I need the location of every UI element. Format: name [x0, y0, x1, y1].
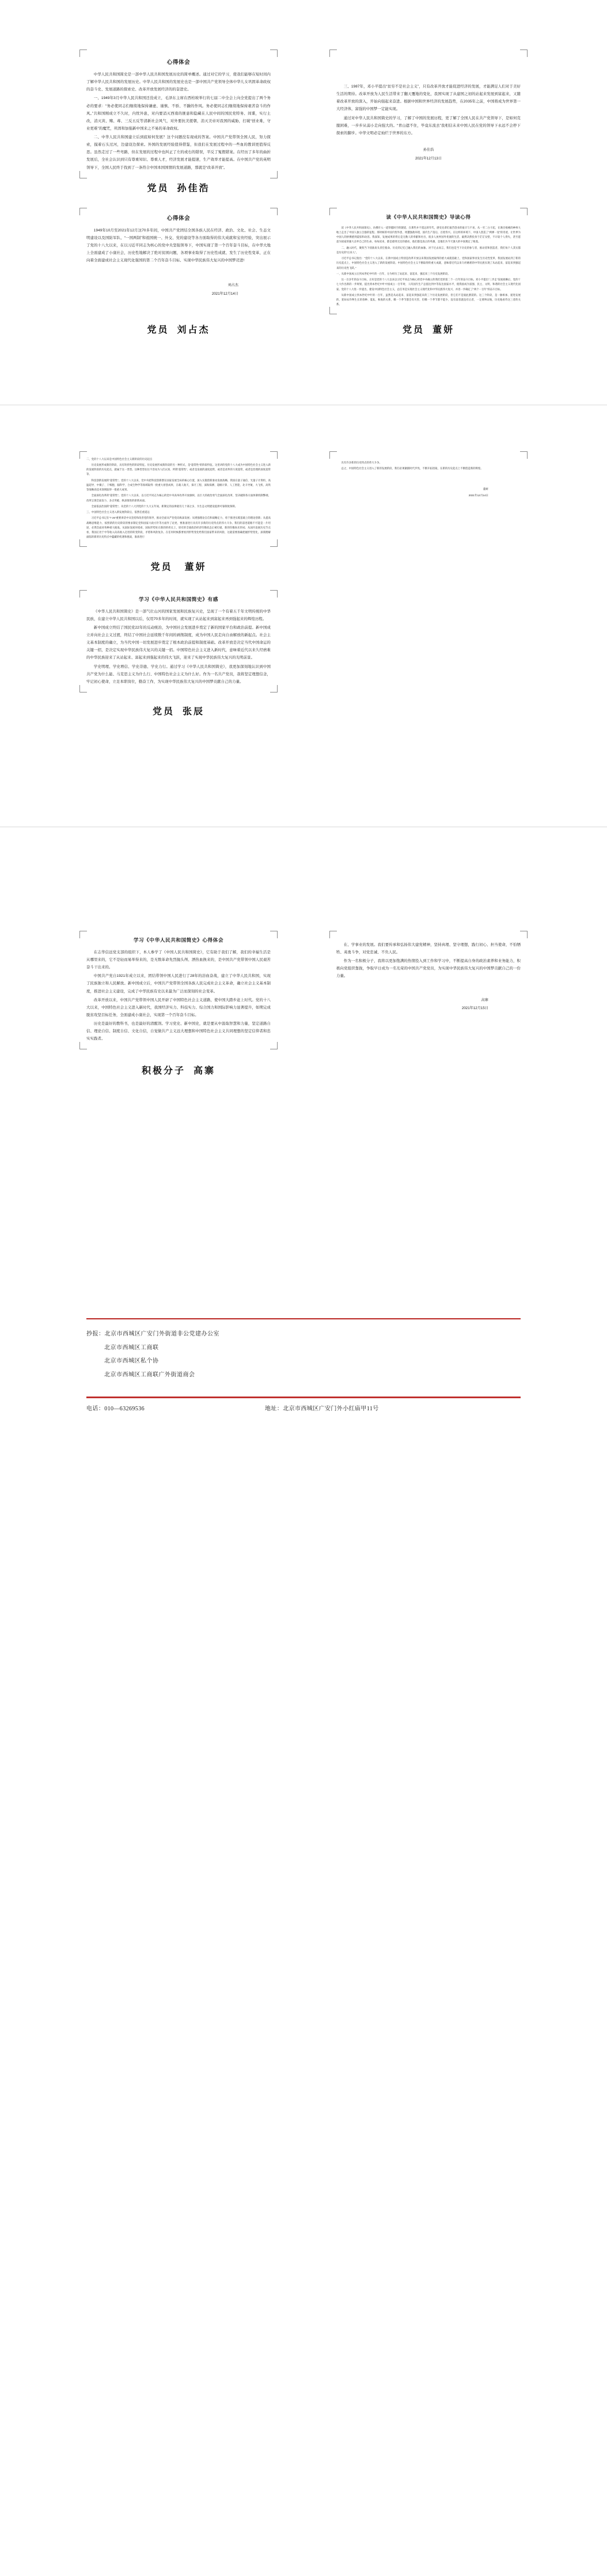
- body-paragraph: 具有许多新的历史特点的伟大斗争。: [341, 461, 382, 464]
- crop-mark-icon: [79, 590, 87, 598]
- page-title: 心得体会: [166, 59, 191, 66]
- crop-mark-icon: [79, 1042, 87, 1049]
- crop-mark-icon: [329, 208, 337, 215]
- body-heading: 三、中国特色社会主义进入新发展阶段后，依然任重道远: [86, 511, 150, 514]
- body-paragraph: 历史是最好的教科书，也是最好的清醒剂。学习党史、新中国史，就是要从中汲取智慧和力量，坚定道路自信、理论自信、制度自信、文化自信，自觉做共产主义远大理想和中国特色社会主义共同理想的坚定信仰者和忠实实践者。: [86, 1022, 271, 1041]
- body-paragraph: 一、1949年3月中华人民共和国还没成立，毛泽东主席在西柏坡举行的七届二中全会上向全党提出了两个务必的要求：“务必使同志们继续地保持谦虚、谨慎、不骄、不躁的作风。务必使同志们继续地保持艰苦奋斗的作风。”共和国刚成立不久时，内忧外患，对内要消灭西南的匪患和隐藏在人民中间的国民党特务、间谍，实行土改，消灭黄、赌、毒、三反五反等清新社会风气，对外要抗美援朝，消灭美帝对我国的威胁，打破“创业难，守业更难”的魔咒，巩固和加强新中国来之不易的革命政权。: [86, 96, 271, 131]
- body-paragraph: 改革开放以来，中国共产党带领中国人民开辟了中国特色社会主义道路，使中国大踏步赶上时代。党的十八大以来，中国特色社会主义进入新时代，我国经济实力、科技实力、综合国力和国际影响力显著提升，如期完成脱贫攻坚目标任务，全面建成小康社会，实现第一个百年奋斗目标。: [86, 998, 271, 1017]
- role-label: 积极分子: [141, 1066, 185, 1076]
- page-gao-zhai-part2: [336, 937, 521, 1044]
- body-paragraph: 科技创新发展的“超常性”。党的十八大以来，党中央把科技创新摆在国家发展全局的核心位置，深入实施创新驱动发展战略，我国在量子通信、光量子计算机、高温超导、中微子、干细胞、脑科学、合成生物学等领域取得一批重大原创成果，在载人航天、探月工程、深海探测、超级计算、人工智能、北斗导航、大飞机、高铁等战略高技术领域取得一批重大成果。: [86, 478, 271, 492]
- body-paragraph: 全面依法治国的“超常性”。从党的十八大到党的十九大五年间，新制定的法律就有几十部之多，为生态文明建设提供可靠制度保障。: [91, 504, 238, 508]
- role-label: 党员: [150, 562, 173, 572]
- page-dong-yan-part2: [86, 457, 271, 541]
- crop-mark-icon: [270, 50, 278, 57]
- cc-line: 北京市西城区工商联: [104, 1344, 159, 1351]
- author-role-zhang-chen: [86, 704, 271, 717]
- page-title: 心得体会: [166, 215, 191, 222]
- crop-mark-icon: [270, 208, 278, 215]
- role-label: 党员: [152, 706, 174, 717]
- role-name: 高寨: [194, 1066, 216, 1076]
- author-role-liu-zhanjie: [86, 322, 271, 336]
- scan-sheet-2: [0, 405, 607, 827]
- crop-mark-icon: [79, 931, 87, 938]
- body-paragraph: 习近平总书记指出：“党的十八大以来，在新中国成立特别是改革开放以来我国发展取得的重大成就基础上，党和国家事业发生历史性变革，我国发展站到了新的历史起点上，中国特色社会主义进入了新的发展阶段。中国特色社会主义不断取得的重大成就，意味着近代以来久经磨难的中华民族实现了从站起来、富起来到强起来的历史性飞跃。”: [336, 257, 521, 269]
- role-name: 张辰: [183, 706, 205, 717]
- telephone-block: [86, 1403, 265, 1412]
- role-cell: [86, 314, 271, 336]
- body-heading: 一、从新中国成立后到本世纪中叶的一百年，分为经历了站起来、富起来、强起来三个历史发展阶段。: [336, 272, 450, 275]
- role-name: 董妍: [184, 562, 207, 572]
- crop-mark-icon: [520, 208, 528, 215]
- signature-block: [336, 486, 521, 499]
- page-dong-yan-part1: [336, 214, 521, 309]
- crop-mark-icon: [329, 50, 337, 57]
- role-row-2-2: [0, 696, 607, 717]
- cc-label: 抄报：: [86, 1331, 105, 1338]
- crop-mark-icon: [79, 539, 87, 547]
- crop-mark-icon: [270, 171, 278, 178]
- page-dong-yan-part3: [336, 457, 521, 541]
- page-spread-1-1: [0, 55, 607, 173]
- role-cell: [86, 173, 271, 194]
- signature-date: 2021年12月14日: [211, 292, 238, 296]
- crop-mark-icon: [79, 50, 87, 57]
- cc-first-line: [86, 1327, 521, 1341]
- body-paragraph: 从新中国成立到本世纪中叶的一百年，虽然是从站起来、富起来到强起来的三个历史发展阶段，但它们不是彼此割裂的。这三个阶段，是一脉相承、递进发展的，犹如农作物生长的春种、夏耘、秋收的关系，哪一个季节都会有灾害，但哪一个季节都不能少，没有前者就没有后者，一定要辩证地、历史地看待这三者的关系。: [336, 293, 521, 306]
- role-name: 刘占杰: [177, 325, 210, 335]
- scan-sheet-3: [0, 827, 607, 1319]
- role-cell: [86, 696, 271, 717]
- author-role-dong-yan: [336, 322, 521, 336]
- crop-mark-icon: [520, 50, 528, 57]
- contact-row: [86, 1403, 521, 1412]
- body-paragraph: 在志华信远党支部的组织下，本人参学了《中国人民共和国简史》，它有助于我们了解，我们的幸福生活是从哪里来的，它不是轻而易举得来的，是无数革命先烈抛头颅、洒热血换来的，是中国共产党带领中国人民艰苦奋斗干出来的。: [86, 950, 271, 970]
- body-paragraph: 三、1987年，邓小平提出“贫穷不是社会主义”，只有改革开放才能促进经济的发展，才能满足人们对于美好生活的期待。改革开放为人民生活带来了翻天覆地的变化，我国实现了从建国之初的站起来发展到富起来，又随着改革开放的深入，开始向强起来奋进。根据中国和世界经济的发展趋势，在2035年之前，中国将成为世界第一大经济体，富强的中国梦一定能实现。: [336, 85, 521, 112]
- address-label: 地址：: [265, 1405, 283, 1412]
- author-role-dong-yan-2: [86, 560, 271, 573]
- author-role-gao-zhai: [86, 1063, 271, 1076]
- footer-top-rule: [86, 1318, 521, 1319]
- crop-mark-icon: [79, 208, 87, 215]
- role-row-3-1: [0, 1055, 607, 1076]
- page-title: 学习《中华人民共和国简史》心得体会: [133, 937, 224, 943]
- signature-date: 2021年12月13日: [415, 156, 442, 161]
- signature-block: [336, 146, 521, 163]
- body-paragraph: 中华人民共和国简史是一部中华人民共和国发展历史的简单概述。通过对它的学习，使我们能够在短时间内了解中华人民共和国的发展历史。中华人民共和国的发展史也是一部中国共产党领导全体中华儿女巩固革命政权的奋斗史、发展道路的探索史、改革开放发展经济的的奋进史。: [86, 73, 271, 92]
- crop-mark-icon: [270, 539, 278, 547]
- crop-mark-icon: [79, 451, 87, 459]
- body-heading: 二、党的十八大以来是中国特色社会主义新阶段的历史起点: [86, 457, 153, 461]
- body-paragraph: 学史明理、学史增信、学史崇德、学史力行。通过学习《中华人民共和国简史》，我更加深刻地认识到中国共产党为什么能、马克思主义为什么行、中国特色社会主义为什么好。作为一名共产党员，我将坚定理想信念，牢记初心使命，立足本职岗位，勤奋工作，为实现中华民族伟大复兴的中国梦贡献自己的力量。: [86, 664, 271, 684]
- role-cell: [86, 551, 271, 573]
- role-name: 孙佳浩: [177, 183, 210, 193]
- crop-mark-icon: [520, 931, 528, 938]
- body-paragraph: 历史发展形成新的阶段，具有转折性的阶段特征。历史发展形成新阶段的另一种形式，是“超常性”的阶段特征。这里讲的党的十八大成为中国特色社会主义进入新的发展阶段的历史起点，就属于这一类型。这种类型往往不容易为人们认知，所谓“超常性”，或者是发展的速度超常，或者是改革的力度超常，或者是治理的深度超常等。: [86, 463, 271, 476]
- signature-name: 孙佳浩: [423, 147, 434, 152]
- crop-mark-icon: [79, 685, 87, 692]
- cc-line: 北京市西城区工商联广外街道商会: [104, 1371, 195, 1378]
- crop-mark-icon: [270, 931, 278, 938]
- role-row-2-1: [0, 551, 607, 573]
- address-block: [265, 1403, 521, 1412]
- body-paragraph: 作为一名积极分子，我将以更加饱满的热情投入到工作和学习中，不断提高自身的政治素养和业务能力，积极向党组织靠拢，争取早日成为一名光荣的中国共产党党员，为实现中华民族伟大复兴的中国梦贡献自己的一份力量。: [336, 959, 521, 979]
- body-paragraph: 全面深化改革的“超常性”。党的十八大以来，以习近平同志为核心的党中央高举改革开放旗帜，以巨大的政治勇气全面深化改革，坚决破除各方面体制机制弊端，改革呈现全面发力、多点突破、纵深推进的崭新局面。: [86, 494, 271, 502]
- body-paragraph: 习近平总书记在“7·26”重要讲话中从坚持和改善党的领导，推动全面从严治党向纵深发展；从增强理论自信和战略定力，勇于推进实践基础上的理论创新；从提高战略思维能力、按照新的历史阶段的要求制定党和国家大政方针等方面作了论述，要准备进行具有许多新的历史特点的伟大斗争。我们的前进道路不可能是一片坦途，必然会面对各种重大挑战。从国际发展环境看，国际形势处在新的转折点上，原有的全球政治经济均衡状态正被打破，新的均衡尚未形成；从国内发展历史节点看，我国正处于中等收入向高收入迈进的转变阶段，矛盾和风险复杂。在任何时候都要看到形势变化给我们国家带来的风险，这就需要准确把握形势变化，深刻理解面临的新的历史特点中蕴藏的机遇和挑战，准备进行: [86, 516, 271, 539]
- signature-date: 2021年12月15日: [461, 1006, 488, 1011]
- page-title: 读《中华人民共和国简史》导读心得: [386, 214, 471, 220]
- body-paragraph: 中国共产党自1921年成立以来，团结带领中国人民进行了28年的浴血奋战，建立了中华人民共和国，实现了民族独立和人民解放。新中国成立后，中国共产党带领全国各族人民完成社会主义革命，确立社会主义基本制度，推进社会主义建设，完成了中华民族有史以来最为广泛而深刻的社会变革。: [86, 974, 271, 994]
- page-sun-jiahao-part2: [336, 55, 521, 173]
- scan-sheet-1: [0, 0, 607, 405]
- telephone-label: 电话：: [86, 1405, 105, 1412]
- page-title: 学习《中华人民共和国简史》有感: [139, 596, 218, 602]
- body-paragraph: 总之，中国特色社会主义进入了新的发展阶段，我们必须紧跟时代步伐，不断开拓进取，在新的历史起点上不断创造新的辉煌。: [341, 466, 483, 470]
- body-paragraph: 1949年10月至2021年12月这70多年间，中国共产党团结全国各族人民在经济、政治、文化、社会、生态文明建设以及国防军队、“一国两制”和祖国统一、外交、党的建设等各方面取得的伟大成就和宝贵经验，突出展示了党的十八大以来，在以习近平同志为核心的党中央坚强领导下，中国实现了第一个百年奋斗目标，在中华大地上全面建成了小康社会，历史性地解决了绝对贫困问题，各项事业取得了历史性成就、发生了历史性变革，正在向着全面建成社会主义现代化强国的第二个百年奋斗目标、实现中华民族伟大复兴的中国梦迈进!: [86, 228, 271, 263]
- role-row-1-2: [0, 314, 607, 336]
- role-cell: [86, 1055, 271, 1076]
- cc-first-value: 北京市西城区广安门外街道非公党建办公室: [104, 1331, 219, 1338]
- bottom-padding: [0, 1435, 607, 1533]
- body-paragraph: 读《中华人民共和国简史》，仿佛步入一道穿越时空的隧道，在那些并不遥远的年代，感受先辈们艰苦创业的艰辛与不易，从一穷二白干起，在满目疮痍的神州大地上走出了中国人独立自强的征程。那时候的中国内忧外患，周遭强敌环绕，国内生产落后，百废待兴。在这样的环境下，中国人创造了“两弹一星”的奇迹，让世界为中国人的拼搏感到震惊和动容。我深知，发展成果的背后是无数人的奉献和付出，很多人放弃国外优渥的生活，毅然决然投身于茫茫戈壁，不计较个人得失，甚至愿意为国家的强大舍弃自己的生命。每每读来，都是感到无比的感动，他们都是真正的英雄，是他们为今天强大的中国奠定了根基。: [336, 226, 521, 243]
- role-row-1-1: [0, 173, 607, 194]
- page-spread-2-2: [0, 596, 607, 687]
- signature-date: 2021年12月14日: [468, 494, 488, 497]
- role-name: 董妍: [433, 325, 455, 335]
- body-paragraph: 新中国成立终结了国民党22年的反动统治，为中国社会发展进步奠定了新的国家平台和政治前提。新中国成立并向社会主义过渡，终结了中国社会延续数千年间的剥削制度，成为中国人民走向自由解放的新起点。社会主义基本制度的确立，为当代中国一切发展进步奠定了根本政治前提和制度基础。改革开放是决定当代中国命运的关键一招，是决定实现中华民族伟大复兴的关键一招。中国特色社会主义进入新时代，意味着近代以来久经磨难的中华民族迎来了从站起来、富起来到强起来的伟大飞跃，迎来了实现中华民族伟大复兴的光明前景。: [86, 625, 271, 660]
- page-spread-1-2: [0, 214, 607, 309]
- page-zhang-chen: [86, 596, 271, 687]
- body-paragraph: 二、融入时代，聚焦当下找准肩头责任使命。历史的记忆已融入我们的血脉。对于过去而言，我们也是当下历史的参与者、推动者和创造者，我们每个人其实都是历史的“后来人”。: [336, 246, 521, 254]
- crop-mark-icon: [79, 171, 87, 178]
- signature-block: [86, 281, 271, 299]
- role-label: 党员: [402, 325, 424, 335]
- crop-mark-icon: [270, 685, 278, 692]
- body-paragraph: 这一百多年的奋斗目标，正好是党的十八大以来以习近平同志为核心的党中央确立的我们党的第二个一百年的奋斗目标。邓小平提出“三步走”发展战略后，党的十七大作出新的一步规划，提出到本世纪中叶中国成立一百年时，人均国内生产总值达到中等发达国家水平，使我国成为富强、民主、文明、和谐的社会主义现代化国家。党的十八大进一步提出，建设中国特色社会主义，总任务是实现社会主义现代化和中华民族伟大复兴，并进一步确定了“两个一百年”的奋斗目标。: [336, 278, 521, 291]
- address-value: 北京市西城区广安门外小红庙甲11号: [283, 1405, 379, 1412]
- footer-bottom-rule: [86, 1397, 521, 1398]
- cc-list: [86, 1327, 521, 1382]
- role-cell: [336, 314, 521, 336]
- page-gao-zhai-part1: [86, 937, 271, 1044]
- crop-mark-icon: [270, 1042, 278, 1049]
- crop-mark-icon: [270, 451, 278, 459]
- page-spread-3-1: [0, 937, 607, 1044]
- crop-mark-icon: [270, 590, 278, 598]
- crop-mark-icon: [520, 451, 528, 459]
- author-role-sun-jiahao: [86, 181, 271, 194]
- signature-name: 董妍: [483, 488, 488, 491]
- body-paragraph: 通过对中华人民共和国简史的学习，了解了中国的发展历程，更了解了全国人民在共产党领导下，是如何克服困难，一步步从弱小走向强大的。“青山遮不住，毕竟东流去”我相信未来中国人民在党的领导下永远不会停下探索的脚步。中华文明必定灿烂于世界的东方。: [336, 116, 521, 135]
- signature-name: 刘占杰: [227, 283, 238, 288]
- page-liu-zhanjie: [86, 214, 271, 309]
- role-label: 党员: [147, 183, 169, 193]
- role-label: 党员: [147, 325, 169, 335]
- telephone-value: 010—63269536: [104, 1405, 145, 1412]
- cc-line: 北京市西城区私个协: [104, 1358, 159, 1365]
- body-paragraph: 在、学事业的发展。我们要传承和弘扬伟大建党精神，坚持真理、坚守理想，践行初心、担当使命，不怕牺牲、英勇斗争，对党忠诚、不负人民。: [336, 942, 521, 954]
- body-paragraph: 二、中华人民共和国建立后到底如何发展？这个问题没有现成的答案。中国共产党带领全国人民，努力探索，摸着石头过河，边建设边探索。外国的发展经验值得借鉴，但我们在发展过程中的一些血的教训更值得反思。虽然走过了一些弯路，但在发展的过程中也纠正了左的或右的错误，平反了冤假错案。在经历了多年的曲折发展后，全社会认识到只有尊重知识、尊重人才，经济发展才能提速，生产效率才能提高。在中国共产党的英明领导下，全国人民终于找到了一条符合中国本国国情的发展道路，那就是“改革开放”。: [86, 135, 271, 170]
- page-spread-2-1: [0, 457, 607, 541]
- signature-name: 高寨: [481, 998, 488, 1002]
- body-paragraph: 《中华人民共和国简史》是一部气壮山河的国家发展和民族复兴史，呈现了一个有着五千年文明传统的中华民族，在建立中华人民共和国以后，仅用70多年的时间，就实现了从站起来到富起来再到强起来的辉煌历程。: [86, 609, 271, 621]
- crop-mark-icon: [329, 307, 337, 314]
- document-footer: [0, 1318, 607, 1435]
- crop-mark-icon: [329, 931, 337, 938]
- signature-block: [336, 996, 521, 1014]
- page-sun-jiahao-part1: [86, 55, 271, 173]
- crop-mark-icon: [329, 451, 337, 459]
